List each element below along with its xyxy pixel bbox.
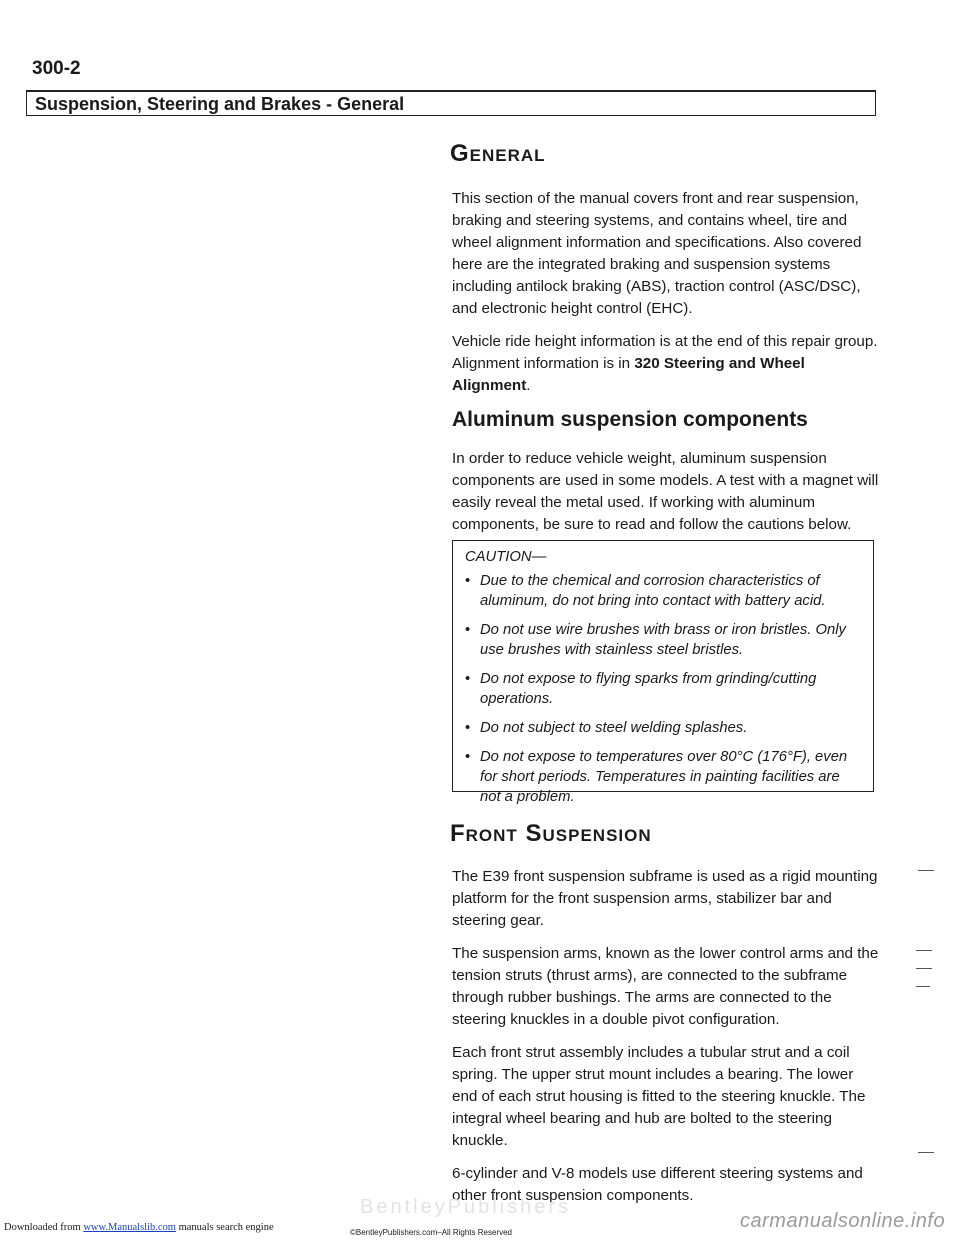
footer-download-note: Downloaded from www.Manualslib.com manuals search engine bbox=[4, 1222, 274, 1233]
header-bar bbox=[26, 90, 876, 116]
general-heading: General bbox=[450, 140, 546, 167]
manualslib-link[interactable]: www.Manualslib.com bbox=[83, 1222, 176, 1233]
caution-item: • Do not expose to temperatures over 80°C (176°F), even for short periods. Temperatures in painting facilities are not a problem. bbox=[465, 747, 863, 807]
front-paragraph-4: 6-cylinder and V-8 models use different steering systems and other front suspension components. bbox=[452, 1165, 863, 1204]
caution-box bbox=[452, 540, 874, 805]
front-paragraph-1: The E39 front suspension subframe is used as a rigid mounting platform for the front suspension arms, stabilizer bar and steering gear. bbox=[452, 868, 878, 929]
caution-item: • Do not expose to flying sparks from grinding/cutting operations. bbox=[465, 669, 863, 709]
aluminum-paragraph: In order to reduce vehicle weight, aluminum suspension components are used in some models. A test with a magnet will easily reveal the metal used. If working with aluminum components, be sure to read and follow the cautions below. bbox=[452, 450, 879, 533]
front-paragraph-2: The suspension arms, known as the lower control arms and the tension struts (thrust arms), are connected to the subframe through rubber bushings. The arms are connected to the steering knuckles in a double pivot configuration. bbox=[452, 945, 879, 1028]
aluminum-text bbox=[452, 448, 882, 547]
general-text bbox=[452, 188, 882, 408]
caution-label: CAUTION— bbox=[465, 549, 547, 565]
caution-item: • Due to the chemical and corrosion characteristics of aluminum, do not bring into contact with battery acid. bbox=[465, 571, 863, 611]
cross-reference: 320 Steering and Wheel Alignment bbox=[452, 355, 805, 394]
front-suspension-text bbox=[452, 866, 882, 1218]
general-paragraph-1: This section of the manual covers front and rear suspension, braking and steering systems, and contains wheel, tire and wheel alignment information and specifications. Also covered here are the integrated braking and suspension systems including antilock braking (ABS), traction control (ASC/DSC), and electronic height control (EHC). bbox=[452, 190, 862, 317]
caution-list bbox=[465, 571, 863, 807]
caution-item: • Do not use wire brushes with brass or iron bristles. Only use brushes with stainless steel bristles. bbox=[465, 620, 863, 660]
page-number: 300-2 bbox=[32, 58, 81, 79]
front-paragraph-3: Each front strut assembly includes a tubular strut and a coil spring. The upper strut mount includes a bearing. The lower end of each strut housing is fitted to the steering knuckle. The integral wheel bearing and hub are bolted to the steering knuckle. bbox=[452, 1044, 866, 1149]
footer-site: carmanualsonline.info bbox=[740, 1210, 946, 1232]
general-paragraph-2: Vehicle ride height information is at the end of this repair group. Alignment information is in 320 Steering and Wheel Alignment. bbox=[452, 333, 878, 394]
front-suspension-heading: Front Suspension bbox=[450, 820, 652, 847]
caution-item: • Do not subject to steel welding splashes. bbox=[465, 718, 863, 738]
header-title: Suspension, Steering and Brakes - General bbox=[35, 94, 405, 114]
aluminum-heading: Aluminum suspension components bbox=[452, 408, 808, 431]
margin-marks bbox=[912, 140, 952, 1200]
footer-copyright: ©BentleyPublishers.com–All Rights Reserved bbox=[350, 1228, 512, 1237]
watermark: BentleyPublishers bbox=[360, 1196, 572, 1218]
